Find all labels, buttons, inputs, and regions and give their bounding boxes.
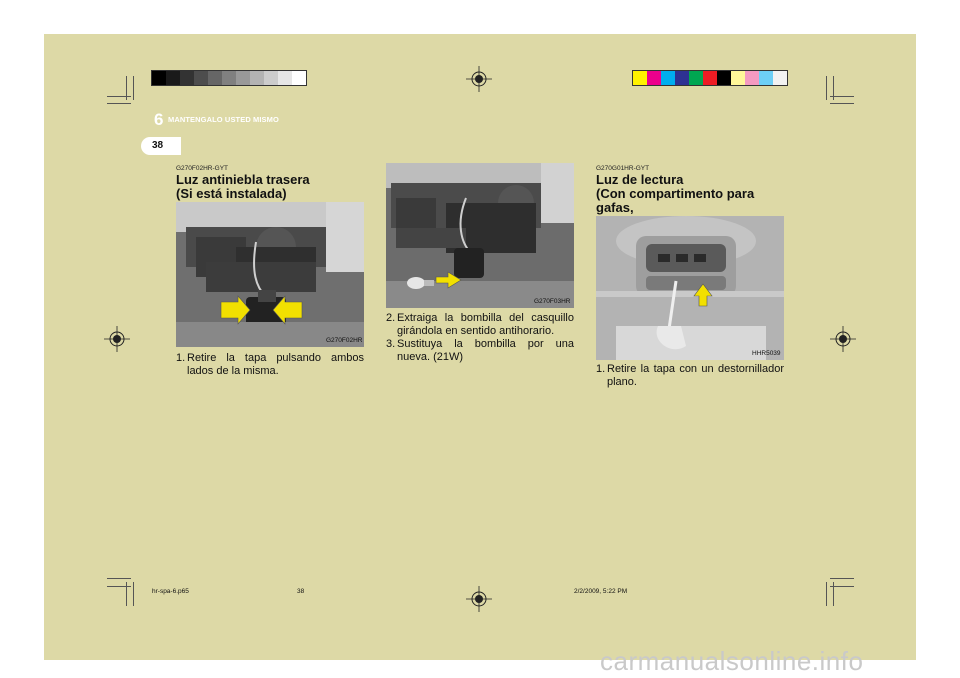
calibration-swatch: [180, 71, 194, 85]
footer-filename: hr-spa-6.p65: [152, 588, 189, 595]
section-title: Luz antiniebla trasera (Si está instalada): [176, 172, 310, 201]
section-title: Luz de lectura (Con compartimento para gafas,: [596, 172, 755, 215]
calibration-swatch: [633, 71, 647, 85]
calibration-swatch: [278, 71, 292, 85]
footer-datetime: 2/2/2009, 5:22 PM: [574, 588, 628, 595]
calibration-swatch: [773, 71, 787, 85]
calibration-swatch: [689, 71, 703, 85]
calibration-swatch: [745, 71, 759, 85]
rear-fog-light-photo: [176, 202, 364, 347]
chapter-number: 6: [154, 110, 164, 129]
gray-calibration-bar: [151, 70, 307, 86]
calibration-swatch: [250, 71, 264, 85]
calibration-swatch: [236, 71, 250, 85]
calibration-swatch: [152, 71, 166, 85]
chapter-title: MANTENGALO USTED MISMO: [168, 115, 279, 124]
page-number: 38: [152, 140, 164, 151]
section-code: G270G01HR-GYT: [596, 165, 650, 172]
watermark: carmanualsonline.info: [600, 646, 864, 676]
footer-page: 38: [297, 588, 305, 595]
photo-label: G270F03HR: [534, 298, 571, 305]
calibration-swatch: [675, 71, 689, 85]
step-3: 3. Sustituya la bombilla por una nueva. (21W): [386, 338, 574, 363]
section-code: G270F02HR-GYT: [176, 165, 229, 172]
photo-label: HHR5039: [752, 350, 781, 357]
step-2: 2. Extraiga la bombilla del casquillo girándola en sentido antihorario.: [386, 312, 574, 337]
calibration-swatch: [166, 71, 180, 85]
calibration-swatch: [264, 71, 278, 85]
registration-mark-icon: [466, 586, 492, 612]
calibration-swatch: [731, 71, 745, 85]
bulb-removal-photo: [386, 163, 574, 308]
step-1: 1. Retire la tapa pulsando ambos lados de la misma.: [176, 352, 364, 377]
calibration-swatch: [661, 71, 675, 85]
calibration-swatch: [208, 71, 222, 85]
calibration-swatch: [759, 71, 773, 85]
photo-label: G270F02HR: [326, 337, 363, 344]
registration-mark-icon: [830, 326, 856, 352]
calibration-swatch: [717, 71, 731, 85]
step-1: 1. Retire la tapa con un destornillador plano.: [596, 363, 784, 388]
calibration-swatch: [292, 71, 306, 85]
registration-mark-icon: [104, 326, 130, 352]
calibration-swatch: [222, 71, 236, 85]
reading-light-photo: [596, 216, 784, 360]
color-calibration-bar: [632, 70, 788, 86]
calibration-swatch: [194, 71, 208, 85]
calibration-swatch: [703, 71, 717, 85]
calibration-swatch: [647, 71, 661, 85]
registration-mark-icon: [466, 66, 492, 92]
